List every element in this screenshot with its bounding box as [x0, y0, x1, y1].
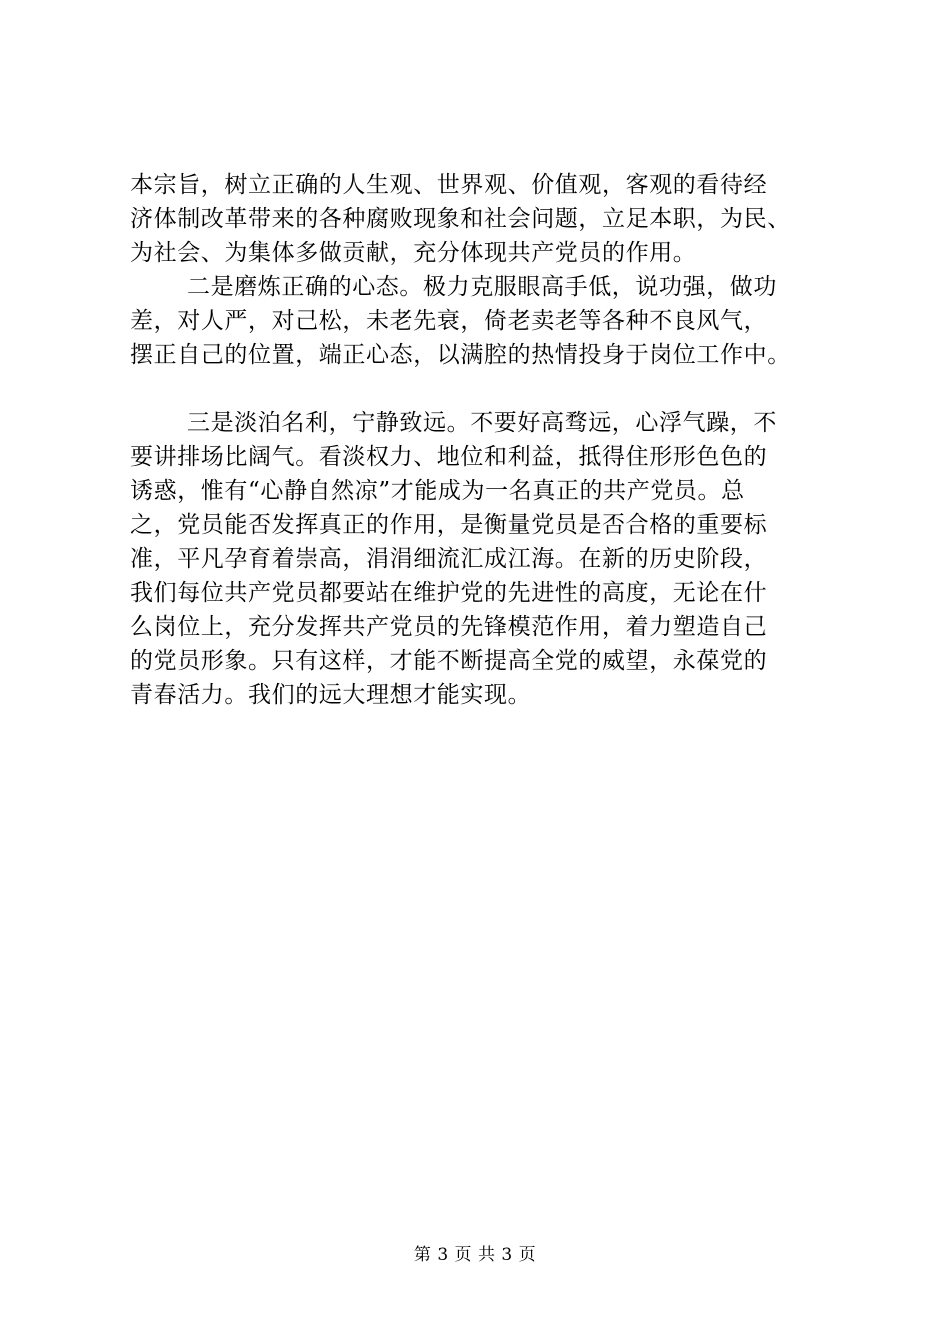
paragraph-spacer — [130, 372, 830, 406]
paragraph-1-line-1: 本宗旨，树立正确的人生观、世界观、价值观，客观的看待经 — [130, 172, 768, 198]
paragraph-2-line-2: 差，对人严，对己松，未老先衰，倚老卖老等各种不良风气， — [130, 308, 768, 334]
document-body — [130, 168, 830, 712]
paragraph-3-line-8: 的党员形象。只有这样，才能不断提高全党的威望，永葆党的 — [130, 648, 768, 674]
paragraph-1-line-3: 为社会、为集体多做贡献，充分体现共产党员的作用。 — [130, 240, 697, 266]
page-number-footer: 第 3 页 共 3 页 — [413, 1245, 537, 1265]
paragraph-3-line-6: 我们每位共产党员都要站在维护党的先进性的高度，无论在什 — [130, 580, 768, 606]
paragraph-3-line-1: 三是淡泊名利，宁静致远。不要好高骛远，心浮气躁，不 — [187, 410, 777, 436]
paragraph-3-line-3: 诱惑，惟有“心静自然凉”才能成为一名真正的共产党员。总 — [130, 478, 745, 504]
paragraph-3-line-7: 么岗位上，充分发挥共产党员的先锋模范作用，着力塑造自己 — [130, 614, 768, 640]
paragraph-3-line-4: 之，党员能否发挥真正的作用，是衡量党员是否合格的重要标 — [130, 512, 768, 538]
paragraph-2-line-1: 二是磨炼正确的心态。极力克服眼高手低，说功强，做功 — [187, 274, 777, 300]
paragraph-2-line-3: 摆正自己的位置，端正心态，以满腔的热情投身于岗位工作中。 — [130, 342, 791, 368]
paragraph-1-line-2: 济体制改革带来的各种腐败现象和社会问题，立足本职，为民、 — [130, 206, 791, 232]
paragraph-3-line-5: 准，平凡孕育着崇高，涓涓细流汇成江海。在新的历史阶段， — [130, 546, 768, 572]
paragraph-3-line-9: 青春活力。我们的远大理想才能实现。 — [130, 682, 532, 708]
paragraph-3-line-2: 要讲排场比阔气。看淡权力、地位和利益，抵得住形形色色的 — [130, 444, 768, 470]
